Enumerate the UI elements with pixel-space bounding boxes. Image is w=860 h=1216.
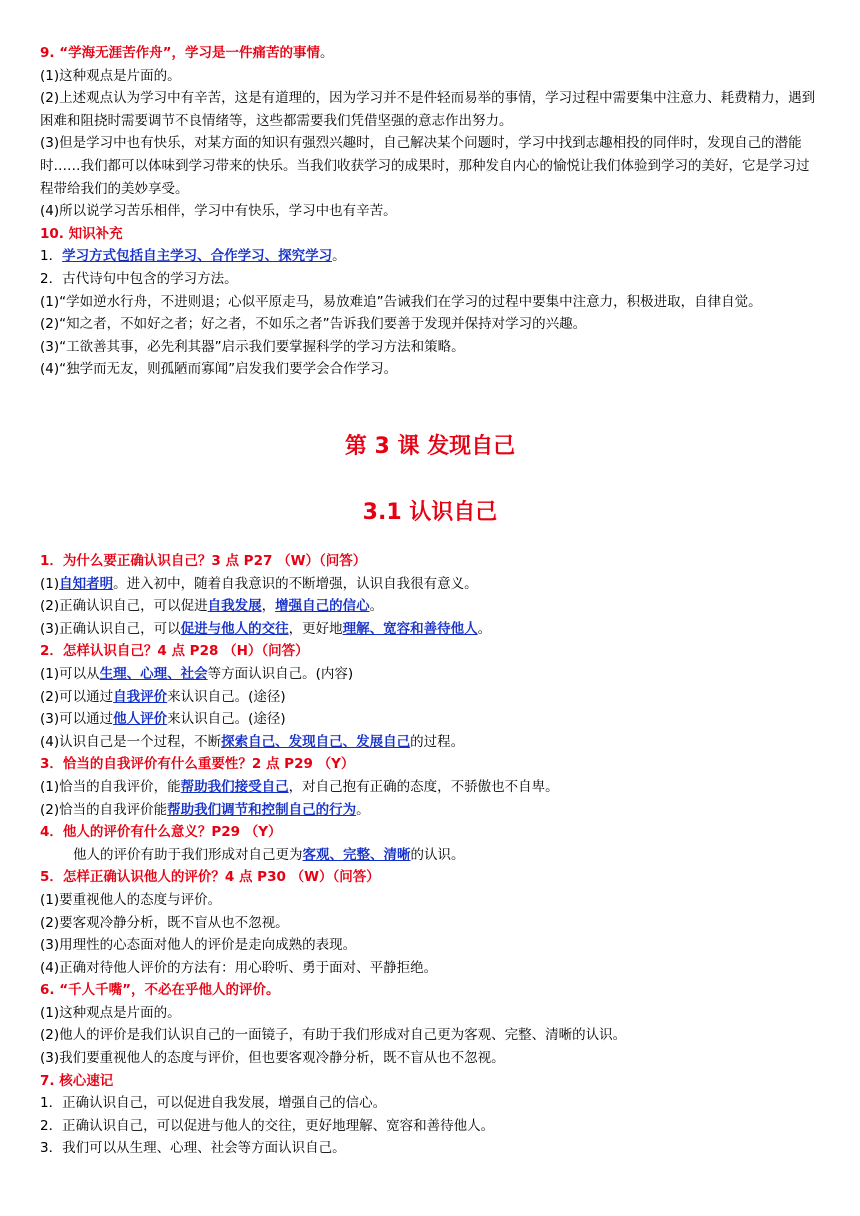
answer-3-1: (1)恰当的自我评价，能帮助我们接受自己，对自己抱有正确的态度，不骄傲也不自卑。 bbox=[40, 778, 559, 795]
question-9: 9. “学海无涯苦作舟”，学习是一件痛苦的事情。 bbox=[40, 45, 334, 61]
section-study-notes bbox=[40, 42, 820, 381]
answer-5-1: (1)要重视他人的态度与评价。 bbox=[40, 891, 222, 908]
question-10: 10. 知识补充 bbox=[40, 225, 123, 242]
knowledge-2-1: (1)“学如逆水行舟，不进则退；心似平原走马，易放难追”告诫我们在学习的过程中要集中注意力，积极进取，自律自觉。 bbox=[40, 293, 762, 310]
question-1: 1．为什么要正确认识自己？3 点 P27 （W）（问答） bbox=[40, 553, 367, 569]
answer-9-4: (4)所以说学习苦乐相伴，学习中有快乐，学习中也有辛苦。 bbox=[40, 203, 397, 220]
answer-1-3: (3)正确认识自己，可以促进与他人的交往，更好地理解、宽容和善待他人。 bbox=[40, 620, 492, 637]
question-5: 5．怎样正确认识他人的评价？4 点 P30 （W）（问答） bbox=[40, 869, 380, 886]
answer-3-2: (2)恰当的自我评价能帮助我们调节和控制自己的行为。 bbox=[40, 801, 370, 818]
question-3: 3．恰当的自我评价有什么重要性？2 点 P29 （Y） bbox=[40, 756, 355, 773]
knowledge-2: 2．古代诗句中包含的学习方法。 bbox=[40, 270, 238, 287]
answer-2-3: (3)可以通过他人评价来认识自己。(途径) bbox=[40, 711, 286, 728]
answer-5-4: (4)正确对待他人评价的方法有：用心聆听、勇于面对、平静拒绝。 bbox=[40, 959, 438, 976]
knowledge-2-2: (2)“知之者，不如好之者；好之者，不如乐之者”告诉我们要善于发现并保持对学习的兴趣。 bbox=[40, 316, 587, 333]
answer-6-2: (2)他人的评价是我们认识自己的一面镜子，有助于我们形成对自己更为客观、完整、清晰的认识。 bbox=[40, 1027, 627, 1044]
question-4: 4．他人的评价有什么意义？P29 （Y） bbox=[40, 824, 282, 841]
answer-5-2: (2)要客观冷静分析，既不盲从也不忽视。 bbox=[40, 914, 289, 931]
core-point-1: 1．正确认识自己，可以促进自我发展，增强自己的信心。 bbox=[40, 1095, 387, 1112]
answer-1-1: (1)自知者明。进入初中，随着自我意识的不断增强，认识自我很有意义。 bbox=[40, 575, 478, 592]
answer-2-4: (4)认识自己是一个过程，不断探索自己、发现自己、发展自己的过程。 bbox=[40, 733, 465, 750]
answer-9-1: (1)这种观点是片面的。 bbox=[40, 67, 181, 84]
answer-5-3: (3)用理性的心态面对他人的评价是走向成熟的表现。 bbox=[40, 937, 357, 954]
knowledge-2-3: (3)“工欲善其事，必先利其器”启示我们要掌握科学的学习方法和策略。 bbox=[40, 338, 465, 355]
answer-9-2: (2)上述观点认为学习中有辛苦，这是有道理的，因为学习并不是件轻而易举的事情，学习过程中需要集中注意力、耗费精力，遇到困难和阻挠时需要调节不良情绪等，这些都需要我们凭借坚强的意志作出努力。 bbox=[40, 90, 816, 129]
answer-2-1: (1)可以从生理、心理、社会等方面认识自己。(内容) bbox=[40, 665, 354, 682]
question-7: 7. 核心速记 bbox=[40, 1072, 114, 1089]
answer-4: 他人的评价有助于我们形成对自己更为客观、完整、清晰的认识。 bbox=[73, 846, 465, 863]
answer-1-2: (2)正确认识自己，可以促进自我发展，增强自己的信心。 bbox=[40, 598, 384, 615]
answer-2-2: (2)可以通过自我评价来认识自己。(途径) bbox=[40, 688, 286, 705]
question-2: 2．怎样认识自己？4 点 P28 （H）（问答） bbox=[40, 643, 309, 660]
section-title: 3.1 认识自己 bbox=[362, 500, 498, 525]
core-point-3: 3．我们可以从生理、心理、社会等方面认识自己。 bbox=[40, 1140, 346, 1157]
answer-6-3: (3)我们要重视他人的态度与评价，但也要客观冷静分析，既不盲从也不忽视。 bbox=[40, 1050, 505, 1067]
question-6: 6. “千人千嘴”，不必在乎他人的评价。 bbox=[40, 982, 280, 999]
answer-9-3: (3)但是学习中也有快乐，对某方面的知识有强烈兴趣时，自己解决某个问题时，学习中找到志趣相投的同伴时，发现自己的潜能时……我们都可以体味到学习带来的快乐。当我们收获学习的成果时，那种发自内心的愉悦让我们体验到学习的美好，它是学习过程带给我们的美妙享受。 bbox=[40, 135, 810, 197]
core-point-2: 2．正确认识自己，可以促进与他人的交往，更好地理解、宽容和善待他人。 bbox=[40, 1117, 495, 1134]
knowledge-1: 1．学习方式包括自主学习、合作学习、探究学习。 bbox=[40, 248, 346, 265]
section-know-yourself bbox=[40, 550, 820, 1160]
answer-6-1: (1)这种观点是片面的。 bbox=[40, 1004, 181, 1021]
lesson-title: 第 3 课 发现自己 bbox=[344, 434, 516, 459]
knowledge-2-4: (4)“独学而无友，则孤陋而寡闻”启发我们要学会合作学习。 bbox=[40, 361, 398, 378]
